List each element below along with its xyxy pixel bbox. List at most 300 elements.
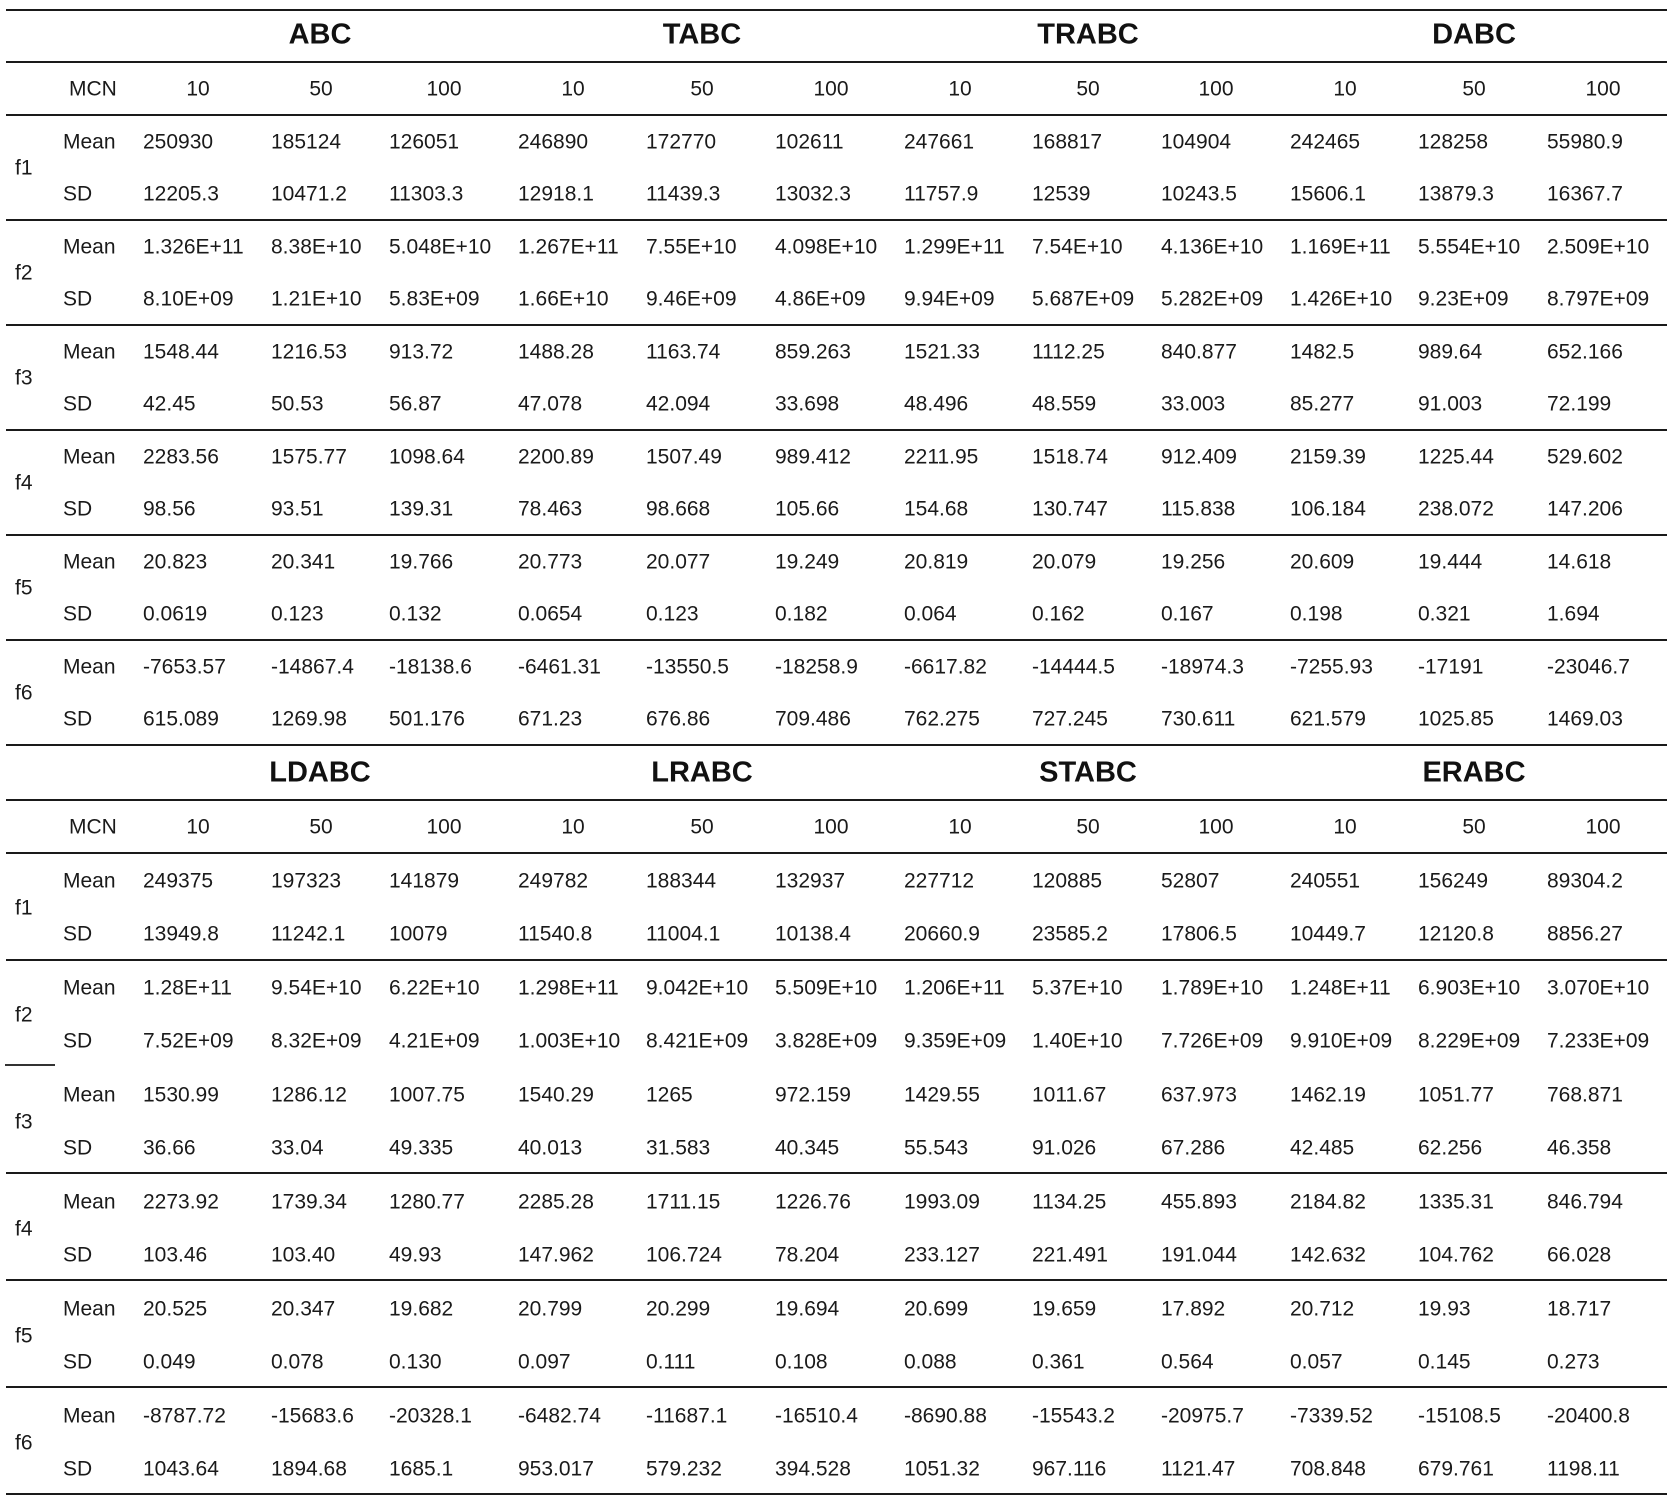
table-cell: 247661 <box>904 130 975 154</box>
table-cell: 227712 <box>904 869 975 893</box>
function-label: f5 <box>15 576 33 600</box>
table-cell: 709.486 <box>775 707 851 731</box>
table-cell: 0.111 <box>646 1350 696 1374</box>
mcn-value: 100 <box>1198 77 1234 101</box>
function-label: f1 <box>15 156 33 180</box>
table-cell: 1.003E+10 <box>518 1029 621 1053</box>
function-divider-partial <box>5 1064 55 1066</box>
table-cell: 1.21E+10 <box>271 287 362 311</box>
table-cell: 0.564 <box>1161 1350 1214 1374</box>
function-label: f2 <box>15 261 33 285</box>
table-cell: 13032.3 <box>775 182 851 206</box>
table-cell: 1.248E+11 <box>1290 976 1391 1000</box>
table-cell: 1.40E+10 <box>1032 1029 1123 1053</box>
table-cell: 913.72 <box>389 340 454 364</box>
table-cell: 40.013 <box>518 1136 583 1160</box>
table-cell: 1548.44 <box>143 340 219 364</box>
table-cell: 221.491 <box>1032 1243 1108 1267</box>
table-cell: 103.46 <box>143 1243 208 1267</box>
stat-label: Mean <box>63 340 116 364</box>
table-cell: 2285.28 <box>518 1190 594 1214</box>
stat-label: SD <box>63 707 93 731</box>
mcn-value: 50 <box>309 77 333 101</box>
table-cell: 49.93 <box>389 1243 442 1267</box>
table-cell: 78.463 <box>518 497 583 521</box>
table-cell: 106.184 <box>1290 497 1366 521</box>
table-cell: 1112.25 <box>1032 340 1105 364</box>
table-cell: -8787.72 <box>143 1404 226 1428</box>
mcn-value: 10 <box>1333 77 1357 101</box>
table-cell: 1.789E+10 <box>1161 976 1264 1000</box>
table-cell: 840.877 <box>1161 340 1237 364</box>
table-cell: 20.525 <box>143 1297 208 1321</box>
table-cell: 154.68 <box>904 497 969 521</box>
table-cell: 0.162 <box>1032 602 1085 626</box>
table-cell: 676.86 <box>646 707 711 731</box>
mcn-value: 50 <box>1462 815 1486 839</box>
table-cell: 5.554E+10 <box>1418 235 1521 259</box>
stat-label: Mean <box>63 445 116 469</box>
table-cell: 1163.74 <box>646 340 721 364</box>
table-cell: 1121.47 <box>1161 1457 1236 1481</box>
table-cell: 1894.68 <box>271 1457 347 1481</box>
table-cell: 132937 <box>775 869 846 893</box>
table-cell: 7.726E+09 <box>1161 1029 1264 1053</box>
mcn-value: 10 <box>1333 815 1357 839</box>
table-cell: 1051.77 <box>1418 1083 1494 1107</box>
table-cell: 3.828E+09 <box>775 1029 878 1053</box>
table-cell: 156249 <box>1418 869 1489 893</box>
table-cell: 0.057 <box>1290 1350 1343 1374</box>
table-cell: 8.797E+09 <box>1547 287 1650 311</box>
method-header: TABC <box>662 18 742 51</box>
stat-label: Mean <box>63 1083 116 1107</box>
table-cell: 11757.9 <box>904 182 979 206</box>
table-cell: 637.973 <box>1161 1083 1237 1107</box>
table-cell: 16367.7 <box>1547 182 1623 206</box>
table-cell: 11540.8 <box>518 922 593 946</box>
table-cell: 120885 <box>1032 869 1103 893</box>
table-cell: 768.871 <box>1547 1083 1623 1107</box>
table-cell: -18258.9 <box>775 655 858 679</box>
stat-label: Mean <box>63 976 116 1000</box>
table-cell: 42.45 <box>143 392 196 416</box>
function-label: f5 <box>15 1324 33 1347</box>
table-cell: 141879 <box>389 869 460 893</box>
table-cell: 8.32E+09 <box>271 1029 362 1053</box>
table-cell: 147.206 <box>1547 497 1623 521</box>
mcn-header-rule <box>6 114 1667 116</box>
table-cell: 7.55E+10 <box>646 235 737 259</box>
table-cell: 679.761 <box>1418 1457 1494 1481</box>
stat-label: SD <box>63 182 93 206</box>
mcn-value: 100 <box>426 815 462 839</box>
table-cell: 0.145 <box>1418 1350 1471 1374</box>
table-cell: 1.326E+11 <box>143 235 244 259</box>
table-cell: 5.83E+09 <box>389 287 480 311</box>
table-cell: 1.206E+11 <box>904 976 1005 1000</box>
table-cell: -15543.2 <box>1032 1404 1115 1428</box>
table-cell: -20975.7 <box>1161 1404 1244 1428</box>
table-cell: -13550.5 <box>646 655 729 679</box>
stat-label: SD <box>63 602 93 626</box>
table-cell: 1488.28 <box>518 340 594 364</box>
mcn-value: 10 <box>186 815 210 839</box>
table-cell: 579.232 <box>646 1457 722 1481</box>
table-cell: 967.116 <box>1032 1457 1107 1481</box>
function-label: f1 <box>15 896 33 919</box>
table-cell: 33.003 <box>1161 392 1226 416</box>
mcn-value: 50 <box>309 815 333 839</box>
table-cell: 0.130 <box>389 1350 442 1374</box>
table-cell: 4.86E+09 <box>775 287 866 311</box>
function-label: f6 <box>15 681 33 705</box>
table-cell: 8.38E+10 <box>271 235 362 259</box>
table-cell: 1521.33 <box>904 340 980 364</box>
mcn-value: 10 <box>561 815 585 839</box>
method-header: ABC <box>288 18 352 51</box>
table-cell: 19.256 <box>1161 550 1226 574</box>
table-cell: 128258 <box>1418 130 1489 154</box>
table-cell: 953.017 <box>518 1457 594 1481</box>
stat-label: Mean <box>63 655 116 679</box>
table-cell: 85.277 <box>1290 392 1355 416</box>
table-cell: 7.54E+10 <box>1032 235 1123 259</box>
table-cell: 19.682 <box>389 1297 454 1321</box>
table-cell: 7.52E+09 <box>143 1029 234 1053</box>
table-cell: 55980.9 <box>1547 130 1623 154</box>
table-cell: 104904 <box>1161 130 1232 154</box>
table-cell: 1462.19 <box>1290 1083 1366 1107</box>
function-divider <box>6 429 1667 431</box>
table-cell: 19.444 <box>1418 550 1483 574</box>
function-divider <box>6 639 1667 641</box>
table-cell: 1482.5 <box>1290 340 1355 364</box>
table-cell: 0.361 <box>1032 1350 1085 1374</box>
function-divider <box>6 959 1667 961</box>
function-label: f3 <box>15 366 33 390</box>
table-cell: 1575.77 <box>271 445 347 469</box>
table-cell: 2200.89 <box>518 445 594 469</box>
mcn-label: MCN <box>69 815 117 839</box>
table-cell: 20.823 <box>143 550 208 574</box>
table-cell: 249782 <box>518 869 589 893</box>
table-cell: 1225.44 <box>1418 445 1494 469</box>
table-cell: 1469.03 <box>1547 707 1623 731</box>
table-cell: 12205.3 <box>143 182 219 206</box>
table-cell: -6482.74 <box>518 1404 601 1428</box>
table-cell: 56.87 <box>389 392 442 416</box>
stat-label: Mean <box>63 235 116 259</box>
table-cell: 98.668 <box>646 497 711 521</box>
table-cell: 1685.1 <box>389 1457 454 1481</box>
mcn-value: 10 <box>948 815 972 839</box>
table-cell: 11303.3 <box>389 182 464 206</box>
table-cell: 139.31 <box>389 497 454 521</box>
table-cell: 1025.85 <box>1418 707 1494 731</box>
table-bottom-rule <box>6 744 1667 746</box>
table-cell: 9.910E+09 <box>1290 1029 1393 1053</box>
table-cell: 126051 <box>389 130 460 154</box>
table-cell: -23046.7 <box>1547 655 1630 679</box>
table-cell: 8.229E+09 <box>1418 1029 1521 1053</box>
mcn-value: 50 <box>1462 77 1486 101</box>
table-cell: 188344 <box>646 869 717 893</box>
method-header: DABC <box>1432 18 1516 51</box>
stat-label: SD <box>63 922 93 946</box>
table-cell: 1051.32 <box>904 1457 980 1481</box>
table-cell: 12539 <box>1032 182 1091 206</box>
table-cell: 11004.1 <box>646 922 721 946</box>
table-cell: 246890 <box>518 130 589 154</box>
mcn-header-rule <box>6 852 1667 854</box>
stat-label: Mean <box>63 1404 116 1428</box>
table-cell: 989.412 <box>775 445 851 469</box>
table-cell: 10079 <box>389 922 448 946</box>
method-header: ERABC <box>1422 756 1526 789</box>
table-cell: 0.167 <box>1161 602 1214 626</box>
table-cell: 67.286 <box>1161 1136 1226 1160</box>
table-cell: 652.166 <box>1547 340 1623 364</box>
table-cell: 18.717 <box>1547 1297 1612 1321</box>
table-cell: 621.579 <box>1290 707 1366 731</box>
table-cell: -15683.6 <box>271 1404 354 1428</box>
table-cell: 0.198 <box>1290 602 1343 626</box>
table-cell: -20400.8 <box>1547 1404 1630 1428</box>
table-cell: 72.199 <box>1547 392 1612 416</box>
table-cell: 2273.92 <box>143 1190 219 1214</box>
table-cell: 1.298E+11 <box>518 976 619 1000</box>
table-cell: 859.263 <box>775 340 851 364</box>
table-cell: 0.064 <box>904 602 957 626</box>
table-cell: 1098.64 <box>389 445 465 469</box>
table-cell: 20.341 <box>271 550 336 574</box>
table-cell: 6.22E+10 <box>389 976 480 1000</box>
table-cell: 31.583 <box>646 1136 711 1160</box>
table-cell: 20.712 <box>1290 1297 1355 1321</box>
table-cell: 972.159 <box>775 1083 851 1107</box>
table-cell: 249375 <box>143 869 214 893</box>
table-cell: -20328.1 <box>389 1404 472 1428</box>
function-label: f6 <box>15 1431 33 1454</box>
table-cell: 0.0619 <box>143 602 208 626</box>
table-cell: 168817 <box>1032 130 1103 154</box>
stat-label: SD <box>63 497 93 521</box>
function-label: f2 <box>15 1003 33 1026</box>
table-cell: -11687.1 <box>646 1404 728 1428</box>
stat-label: Mean <box>63 550 116 574</box>
table-cell: 2283.56 <box>143 445 219 469</box>
table-cell: 20.079 <box>1032 550 1097 574</box>
table-cell: 912.409 <box>1161 445 1237 469</box>
function-label: f3 <box>15 1110 33 1133</box>
table-cell: 9.94E+09 <box>904 287 995 311</box>
function-divider <box>6 1279 1667 1281</box>
table-cell: 455.893 <box>1161 1190 1237 1214</box>
method-header: TRABC <box>1037 18 1139 51</box>
table-top-rule <box>6 9 1667 11</box>
method-header: STABC <box>1039 756 1137 789</box>
table-cell: 78.204 <box>775 1243 840 1267</box>
table-cell: 66.028 <box>1547 1243 1612 1267</box>
table-bottom-rule <box>6 1493 1667 1495</box>
table-cell: 11242.1 <box>271 922 346 946</box>
table-cell: 49.335 <box>389 1136 454 1160</box>
table-cell: 6.903E+10 <box>1418 976 1521 1000</box>
table-cell: 20.799 <box>518 1297 583 1321</box>
table-cell: 20.299 <box>646 1297 711 1321</box>
table-cell: 5.687E+09 <box>1032 287 1135 311</box>
function-divider <box>6 324 1667 326</box>
table-cell: 1507.49 <box>646 445 722 469</box>
table-cell: 1.66E+10 <box>518 287 609 311</box>
function-divider <box>6 534 1667 536</box>
stat-label: Mean <box>63 130 116 154</box>
mcn-value: 100 <box>1198 815 1234 839</box>
table-cell: 10138.4 <box>775 922 851 946</box>
table-cell: 615.089 <box>143 707 219 731</box>
table-cell: 9.23E+09 <box>1418 287 1509 311</box>
table-cell: 7.233E+09 <box>1547 1029 1650 1053</box>
table-cell: 1.28E+11 <box>143 976 232 1000</box>
table-cell: 13949.8 <box>143 922 219 946</box>
table-cell: 19.93 <box>1418 1297 1471 1321</box>
table-cell: 14.618 <box>1547 550 1612 574</box>
mcn-value: 50 <box>690 815 714 839</box>
table-cell: 1739.34 <box>271 1190 347 1214</box>
table-cell: 233.127 <box>904 1243 980 1267</box>
table-cell: 102611 <box>775 130 844 154</box>
mcn-value: 100 <box>426 77 462 101</box>
table-cell: 20660.9 <box>904 922 980 946</box>
table-cell: 12120.8 <box>1418 922 1494 946</box>
mcn-label: MCN <box>69 77 117 101</box>
stat-label: Mean <box>63 1190 116 1214</box>
mcn-value: 100 <box>1585 815 1621 839</box>
table-cell: 0.0654 <box>518 602 583 626</box>
table-cell: 20.347 <box>271 1297 336 1321</box>
table-cell: 1286.12 <box>271 1083 347 1107</box>
table-cell: 250930 <box>143 130 214 154</box>
table-cell: 1.694 <box>1547 602 1600 626</box>
table-cell: 0.108 <box>775 1350 828 1374</box>
table-cell: 36.66 <box>143 1136 196 1160</box>
table-cell: 33.698 <box>775 392 840 416</box>
stat-label: SD <box>63 392 93 416</box>
table-cell: 11439.3 <box>646 182 721 206</box>
table-cell: 42.094 <box>646 392 711 416</box>
table-cell: 42.485 <box>1290 1136 1355 1160</box>
table-cell: 1.169E+11 <box>1290 235 1391 259</box>
table-cell: 727.245 <box>1032 707 1108 731</box>
table-cell: 242465 <box>1290 130 1361 154</box>
table-cell: 529.602 <box>1547 445 1623 469</box>
table-cell: 103.40 <box>271 1243 336 1267</box>
table-cell: 1226.76 <box>775 1190 851 1214</box>
method-header-rule <box>6 799 1667 801</box>
table-cell: 0.182 <box>775 602 828 626</box>
table-cell: 708.848 <box>1290 1457 1366 1481</box>
table-cell: 5.37E+10 <box>1032 976 1123 1000</box>
table-cell: -18974.3 <box>1161 655 1244 679</box>
mcn-value: 100 <box>813 77 849 101</box>
table-cell: 23585.2 <box>1032 922 1108 946</box>
table-cell: 10243.5 <box>1161 182 1237 206</box>
table-cell: 13879.3 <box>1418 182 1494 206</box>
function-label: f4 <box>15 1217 33 1240</box>
mcn-value: 100 <box>1585 77 1621 101</box>
table-cell: 147.962 <box>518 1243 594 1267</box>
table-cell: -8690.88 <box>904 1404 987 1428</box>
table-cell: 1043.64 <box>143 1457 219 1481</box>
table-cell: 20.609 <box>1290 550 1355 574</box>
table-cell: 762.275 <box>904 707 980 731</box>
mcn-value: 100 <box>813 815 849 839</box>
table-cell: -14444.5 <box>1032 655 1115 679</box>
table-cell: 2211.95 <box>904 445 979 469</box>
table-cell: 1269.98 <box>271 707 347 731</box>
table-cell: 1265 <box>646 1083 693 1107</box>
table-cell: 98.56 <box>143 497 196 521</box>
stat-label: Mean <box>63 869 116 893</box>
table-cell: 1711.15 <box>646 1190 721 1214</box>
stat-label: Mean <box>63 1297 116 1321</box>
table-cell: 1198.11 <box>1547 1457 1620 1481</box>
table-cell: -15108.5 <box>1418 1404 1501 1428</box>
table-cell: -7653.57 <box>143 655 226 679</box>
table-cell: 89304.2 <box>1547 869 1623 893</box>
function-divider <box>6 219 1667 221</box>
table-cell: 48.559 <box>1032 392 1097 416</box>
table-cell: 0.049 <box>143 1350 196 1374</box>
stat-label: SD <box>63 287 93 311</box>
table-cell: 20.819 <box>904 550 969 574</box>
table-cell: 20.773 <box>518 550 583 574</box>
table-cell: 1007.75 <box>389 1083 465 1107</box>
table-cell: 19.694 <box>775 1297 840 1321</box>
table-cell: 9.54E+10 <box>271 976 362 1000</box>
table-cell: 9.46E+09 <box>646 287 737 311</box>
table-cell: 730.611 <box>1161 707 1236 731</box>
table-cell: 191.044 <box>1161 1243 1237 1267</box>
stat-label: SD <box>63 1029 93 1053</box>
table-cell: 846.794 <box>1547 1190 1623 1214</box>
table-cell: 2159.39 <box>1290 445 1366 469</box>
table-cell: 0.078 <box>271 1350 324 1374</box>
table-cell: 46.358 <box>1547 1136 1612 1160</box>
table-cell: 19.249 <box>775 550 840 574</box>
table-cell: -18138.6 <box>389 655 472 679</box>
table-cell: 8.10E+09 <box>143 287 234 311</box>
mcn-value: 10 <box>561 77 585 101</box>
table-cell: 91.003 <box>1418 392 1483 416</box>
table-cell: 3.070E+10 <box>1547 976 1650 1000</box>
mcn-value: 10 <box>948 77 972 101</box>
table-cell: 9.359E+09 <box>904 1029 1007 1053</box>
table-cell: 0.123 <box>271 602 324 626</box>
table-cell: 1.267E+11 <box>518 235 619 259</box>
table-cell: 33.04 <box>271 1136 324 1160</box>
table-cell: 10449.7 <box>1290 922 1366 946</box>
table-cell: 8.421E+09 <box>646 1029 749 1053</box>
table-cell: 1530.99 <box>143 1083 219 1107</box>
table-cell: 8856.27 <box>1547 922 1623 946</box>
table-cell: 2184.82 <box>1290 1190 1366 1214</box>
method-header: LRABC <box>651 756 753 789</box>
table-cell: -7339.52 <box>1290 1404 1373 1428</box>
table-cell: 20.077 <box>646 550 711 574</box>
table-cell: 9.042E+10 <box>646 976 749 1000</box>
